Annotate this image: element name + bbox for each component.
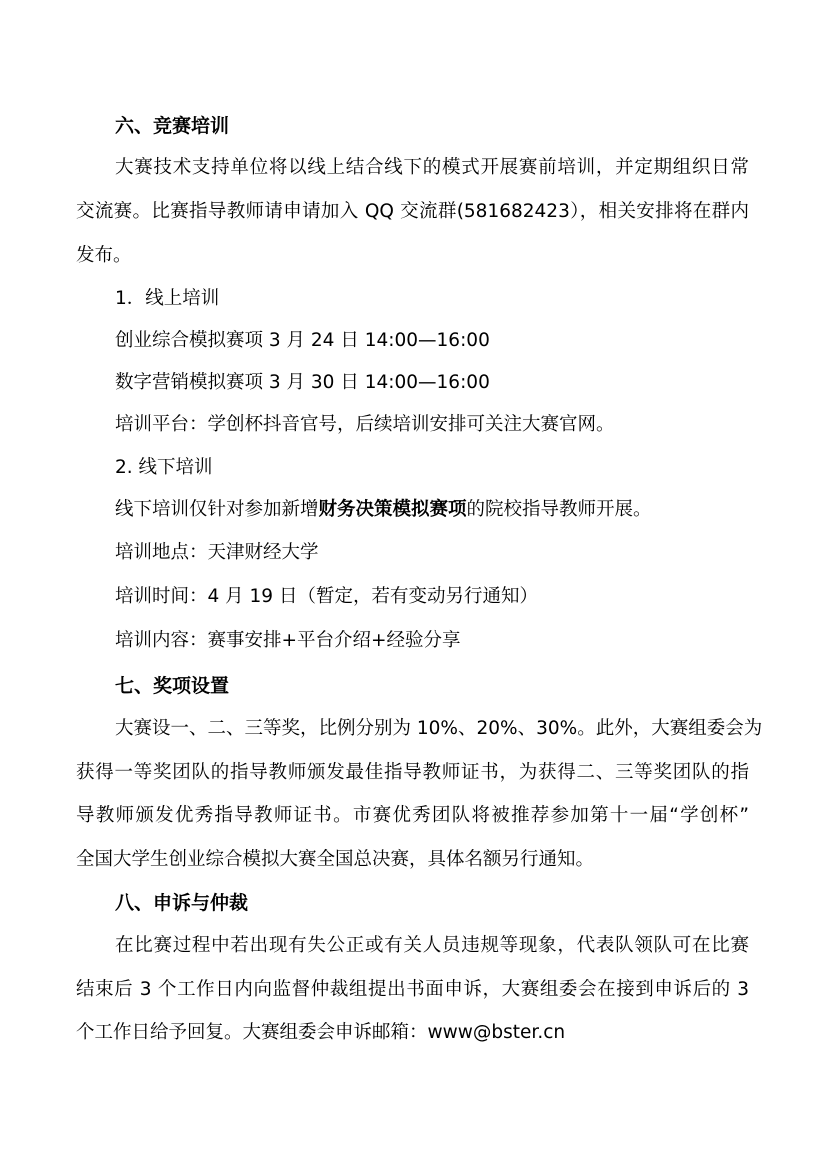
paragraph-line: 在比赛过程中若出现有失公正或有关人员违规等现象，代表队领队可在比赛 [115,935,749,956]
offline-scope-pre: 线下培训仅针对参加新增 [115,499,319,520]
paragraph-line: 发布。 [76,245,132,266]
offline-content: 培训内容：赛事安排+平台介绍+经验分享 [115,630,461,651]
offline-time: 培训时间：4 月 19 日（暂定，若有变动另行通知） [115,586,538,607]
offline-scope [115,497,652,523]
paragraph-line: 获得一等奖团队的指导教师颁发最佳指导教师证书，为获得二、三等奖团队的指 [76,762,749,783]
section-heading-awards: 七、奖项设置 [115,675,230,697]
paragraph-line: 导教师颁发优秀指导教师证书。市赛优秀团队将被推荐参加第十一届“学创杯” [76,805,749,826]
offline-place: 培训地点：天津财经大学 [115,542,319,563]
subheading-offline-training: 2. 线下培训 [115,457,213,478]
paragraph-line: 全国大学生创业综合模拟大赛全国总决赛，具体名额另行通知。 [76,849,595,870]
section-heading-appeal: 八、申诉与仲裁 [115,892,249,914]
paragraph-line: 结束后 3 个工作日内向监督仲裁组提出书面申诉，大赛组委会在接到申诉后的 3 [76,979,749,1000]
paragraph-line: 大赛设一、二、三等奖，比例分别为 10%、20%、30%。此外，大赛组委会为 [115,718,763,739]
paragraph-line: 大赛技术支持单位将以线上结合线下的模式开展赛前培训，并定期组织日常 [115,157,749,178]
offline-scope-bold: 财务决策模拟赛项 [318,499,467,520]
online-session-1: 创业综合模拟赛项 3 月 24 日 14:00—16:00 [115,330,490,351]
online-platform: 培训平台：学创杯抖音官号，后续培训安排可关注大赛官网。 [115,414,615,435]
paragraph-line: 交流赛。比赛指导教师请申请加入 QQ 交流群(581682423），相关安排将在群内 [76,201,749,222]
section-heading-training: 六、竞赛培训 [115,115,230,137]
online-session-2: 数字营销模拟赛项 3 月 30 日 14:00—16:00 [115,372,490,393]
paragraph-line: 个工作日给予回复。大赛组委会申诉邮箱：www@bster.cn [76,1022,566,1043]
subheading-online-training: 1．线上培训 [115,288,220,309]
offline-scope-post: 的院校指导教师开展。 [466,499,652,520]
